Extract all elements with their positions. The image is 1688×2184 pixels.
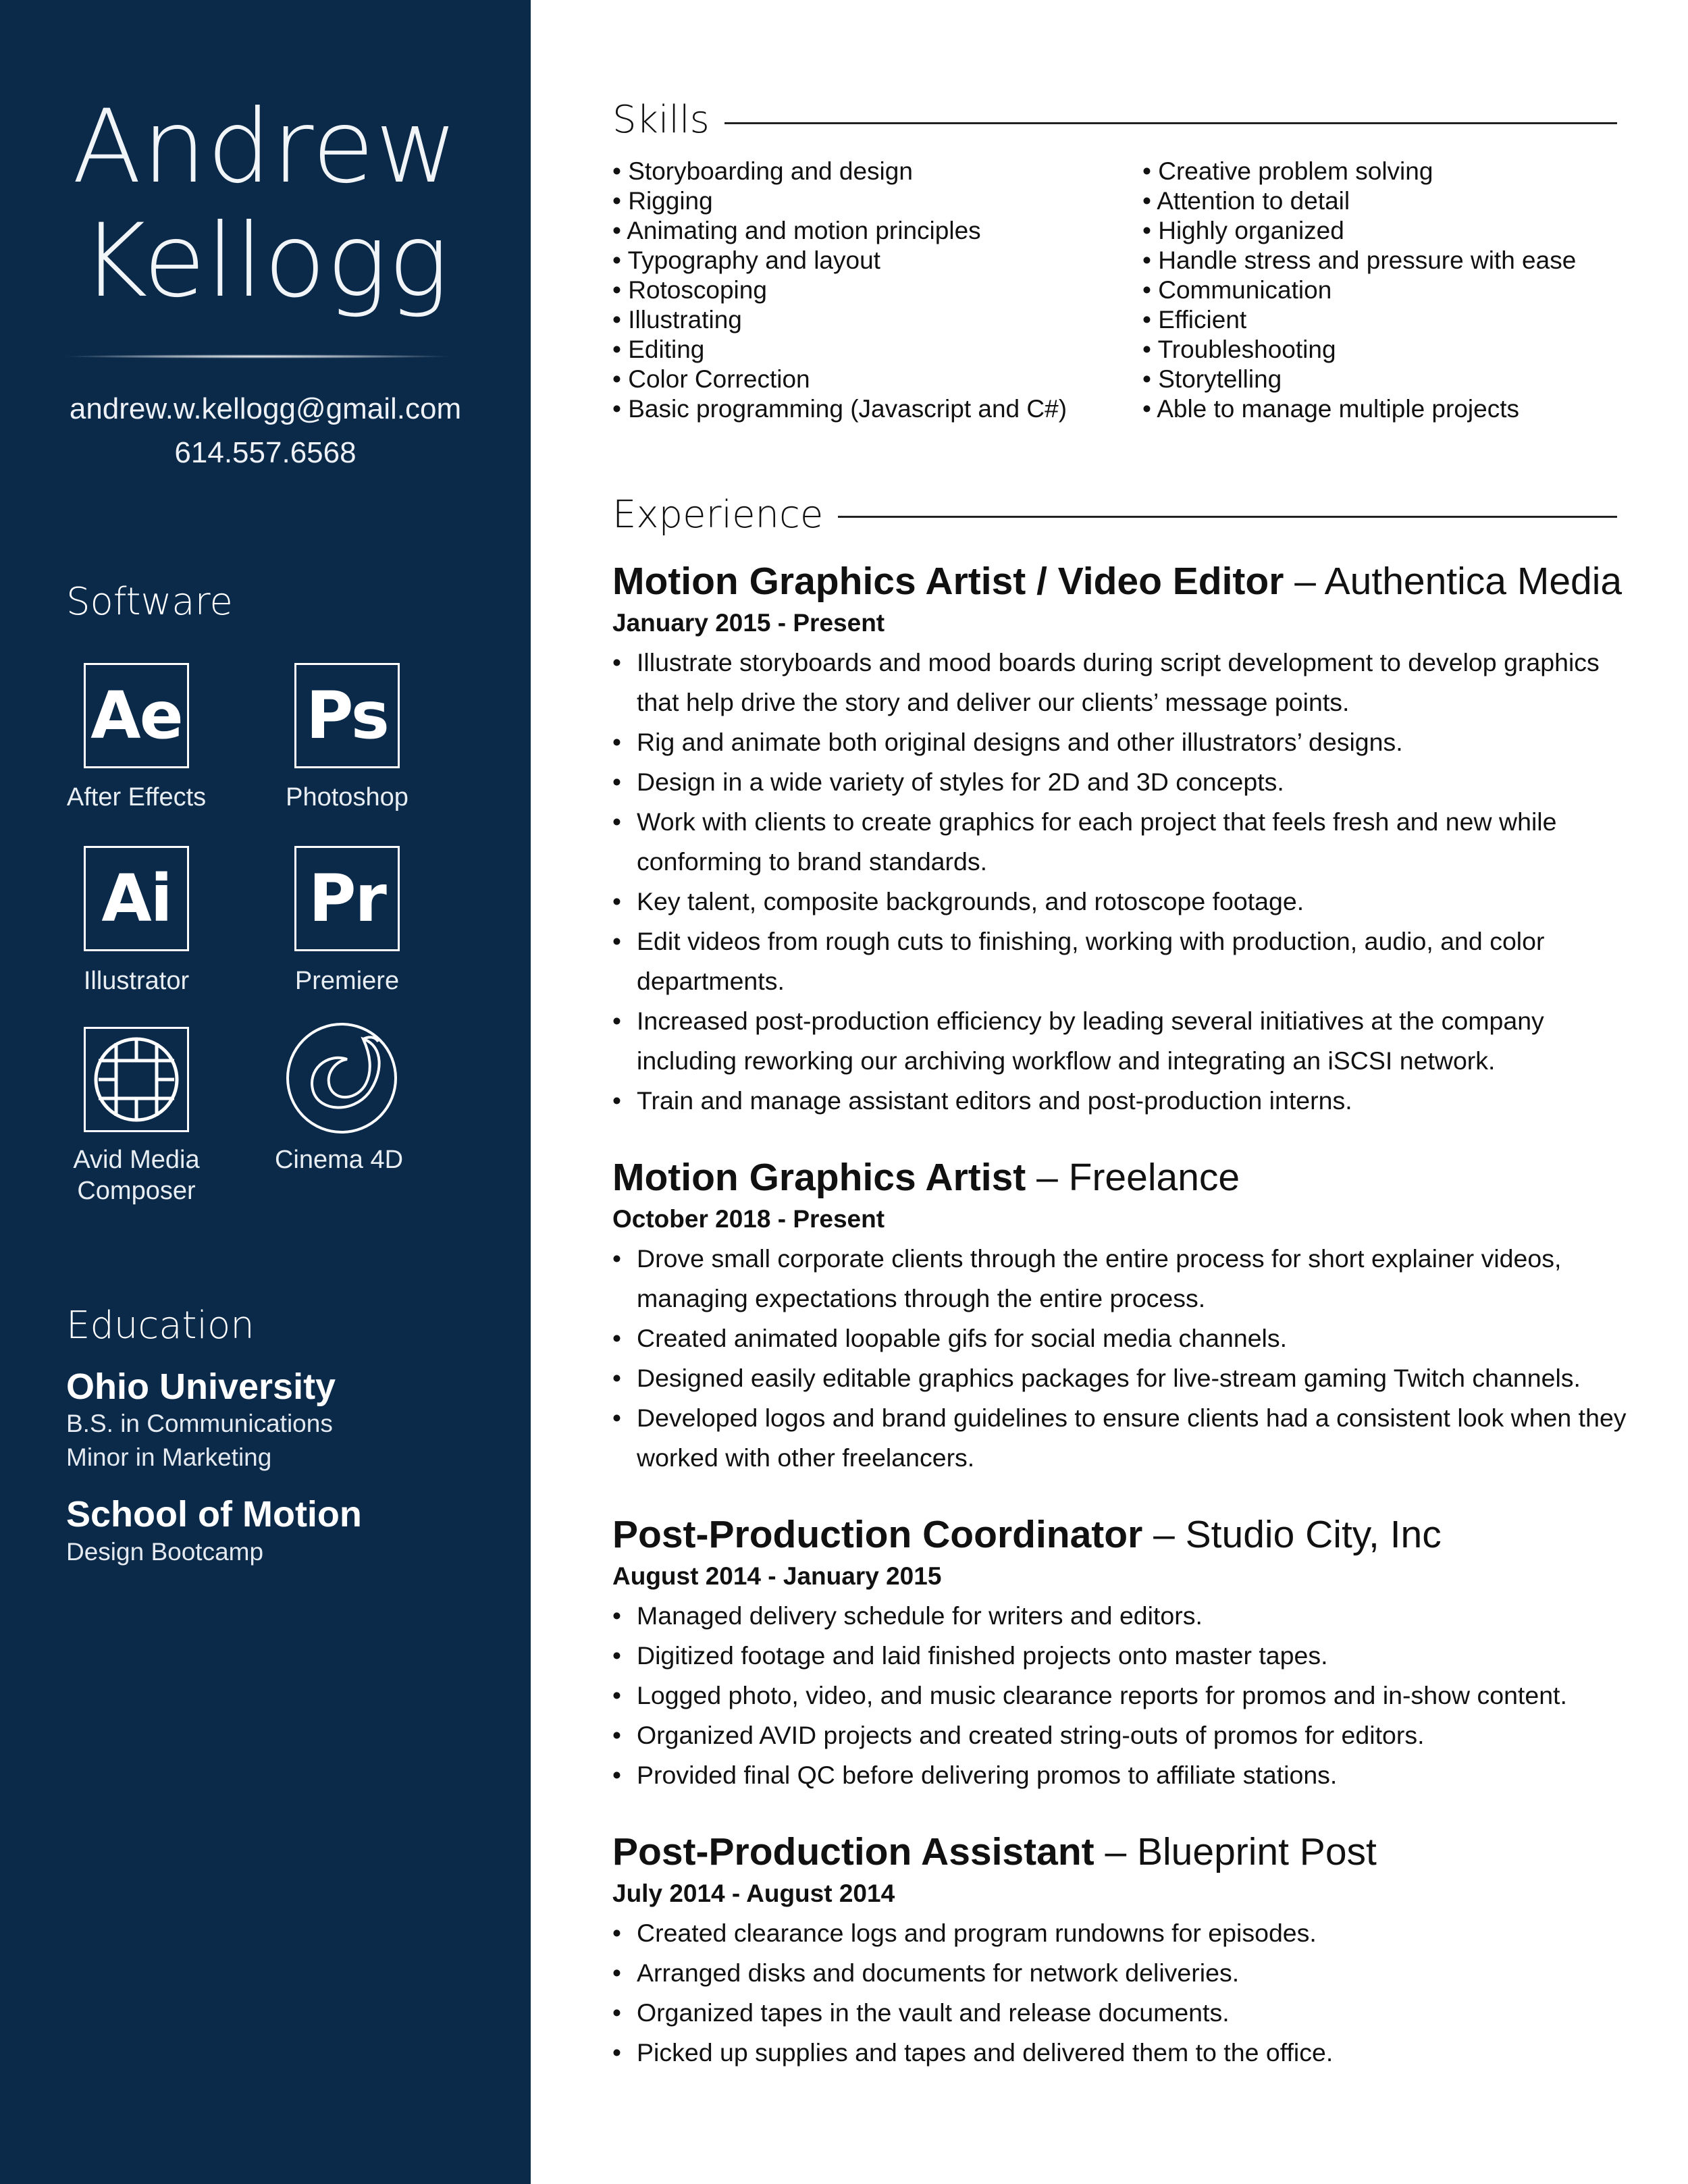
skills-rule <box>702 122 1617 124</box>
avid-media-composer-icon <box>84 1027 189 1132</box>
job-dates: October 2018 - Present <box>612 1205 885 1233</box>
job-bullet: • Organized AVID projects and created string-outs of promos for editors. <box>612 1715 1645 1755</box>
skill-item: • Rigging <box>612 187 713 215</box>
job-bullet: • Edit videos from rough cuts to finishing, working with production, audio, and color departments. <box>612 922 1645 1001</box>
skill-item: • Color Correction <box>612 365 810 393</box>
name-divider <box>62 354 454 358</box>
job-bullets <box>612 1239 1645 1478</box>
skill-item: • Handle stress and pressure with ease <box>1142 246 1577 274</box>
skills-left-column <box>612 157 1067 424</box>
job-bullet: • Increased post-production efficiency by leading several initiatives at the company including reworking our archiving workflow and integrating an iSCSI network. <box>612 1001 1645 1081</box>
cinema-4d-label: Cinema 4D <box>274 1146 404 1174</box>
skills-right-column <box>1142 157 1576 424</box>
job-title-line <box>612 1511 1645 1558</box>
skill-item: • Able to manage multiple projects <box>1142 395 1519 423</box>
phone[interactable]: 614.557.6568 <box>174 436 357 469</box>
sidebar <box>0 0 531 2184</box>
skill-item: • Communication <box>1142 276 1332 304</box>
job-bullet: • Created clearance logs and program rundowns for episodes. <box>612 1913 1645 1953</box>
email[interactable]: andrew.w.kellogg@gmail.com <box>69 392 462 425</box>
job-bullet: • Rig and animate both original designs and other illustrators’ designs. <box>612 722 1645 762</box>
job-bullet: • Illustrate storyboards and mood boards during script development to develop graphics that help drive the story and deliver our clients’ message points. <box>612 643 1645 722</box>
job-bullet: • Picked up supplies and tapes and delivered them to the office. <box>612 2033 1645 2073</box>
software-heading: Software <box>66 580 233 624</box>
job-bullet: • Key talent, composite backgrounds, and rotoscope footage. <box>612 882 1645 922</box>
job-title-line <box>612 1828 1645 1875</box>
job-bullet: • Digitized footage and laid finished projects onto master tapes. <box>612 1636 1645 1676</box>
skill-item: • Creative problem solving <box>1142 157 1433 185</box>
last-name: Kellogg <box>81 203 450 320</box>
skill-item: • Typography and layout <box>612 246 880 274</box>
job-company: – Freelance <box>1026 1156 1240 1199</box>
school-ohio-university: Ohio University <box>66 1366 336 1407</box>
job-bullet: • Design in a wide variety of styles for 2D and 3D concepts. <box>612 762 1645 802</box>
photoshop-label: Photoshop <box>286 783 408 811</box>
experience-rule <box>803 516 1617 518</box>
job-bullet: • Managed delivery schedule for writers and editors. <box>612 1596 1645 1636</box>
job-bullet: • Drove small corporate clients through the entire process for short explainer videos, managing expectations through the entire process. <box>612 1239 1645 1319</box>
job-title-line <box>612 558 1645 605</box>
illustrator-label: Illustrator <box>83 967 190 995</box>
photoshop-icon: Ps <box>294 663 400 768</box>
job-entry <box>612 1828 1645 2073</box>
job-entry <box>612 1154 1645 1478</box>
job-bullets <box>612 1596 1645 1795</box>
experience-heading: Experience <box>612 496 838 534</box>
job-bullets <box>612 1913 1645 2073</box>
job-company: – Blueprint Post <box>1094 1830 1377 1873</box>
job-title: Motion Graphics Artist / Video Editor <box>612 560 1284 603</box>
job-bullet: • Created animated loopable gifs for social media channels. <box>612 1319 1645 1358</box>
skill-item: • Troubleshooting <box>1142 336 1336 363</box>
skills-heading: Skills <box>612 101 724 139</box>
job-bullet: • Designed easily editable graphics packages for live-stream gaming Twitch channels. <box>612 1358 1645 1398</box>
job-title-line <box>612 1154 1645 1201</box>
avid-label-line2: Composer <box>77 1177 196 1205</box>
after-effects-label: After Effects <box>66 783 207 811</box>
school-detail: B.S. in Communications <box>66 1410 333 1437</box>
job-dates: July 2014 - August 2014 <box>612 1880 895 1907</box>
job-entry <box>612 558 1645 1121</box>
job-bullets <box>612 643 1645 1121</box>
school-detail: Design Bootcamp <box>66 1538 264 1566</box>
skill-item: • Highly organized <box>1142 217 1344 244</box>
after-effects-icon: Ae <box>84 663 189 768</box>
job-bullet: • Train and manage assistant editors and post-production interns. <box>612 1081 1645 1121</box>
skill-item: • Illustrating <box>612 306 742 334</box>
job-title: Motion Graphics Artist <box>612 1156 1026 1199</box>
avid-film-icon <box>89 1032 184 1127</box>
job-title: Post-Production Coordinator <box>612 1513 1143 1556</box>
job-bullet: • Organized tapes in the vault and release documents. <box>612 1993 1645 2033</box>
job-bullet: • Arranged disks and documents for network deliveries. <box>612 1953 1645 1993</box>
skill-item: • Basic programming (Javascript and C#) <box>612 395 1067 423</box>
job-dates: January 2015 - Present <box>612 609 885 637</box>
education-heading: Education <box>66 1304 255 1348</box>
job-bullet: • Logged photo, video, and music clearance reports for promos and in-show content. <box>612 1676 1645 1715</box>
job-dates: August 2014 - January 2015 <box>612 1562 942 1590</box>
cinema-4d-icon <box>282 1019 401 1138</box>
school-of-motion: School of Motion <box>66 1494 362 1535</box>
first-name: Andrew <box>72 88 459 206</box>
premiere-icon: Pr <box>294 846 400 951</box>
skill-item: • Attention to detail <box>1142 187 1350 215</box>
job-bullet: • Developed logos and brand guidelines to ensure clients had a consistent look when they worked with other freelancers. <box>612 1398 1645 1478</box>
illustrator-icon: Ai <box>84 846 189 951</box>
premiere-label: Premiere <box>294 967 400 995</box>
job-entry <box>612 1511 1645 1795</box>
job-title: Post-Production Assistant <box>612 1830 1094 1873</box>
job-company: – Studio City, Inc <box>1142 1513 1442 1556</box>
skill-item: • Rotoscoping <box>612 276 767 304</box>
skill-item: • Animating and motion principles <box>612 217 981 244</box>
avid-media-composer-label <box>25 1144 248 1206</box>
job-bullet: • Work with clients to create graphics for each project that feels fresh and new while conforming to brand standards. <box>612 802 1645 882</box>
skill-item: • Efficient <box>1142 306 1247 334</box>
skill-item: • Storytelling <box>1142 365 1282 393</box>
job-company: – Authentica Media <box>1284 560 1623 603</box>
skill-item: • Editing <box>612 336 705 363</box>
avid-label-line1: Avid Media <box>73 1146 200 1174</box>
job-bullet: • Provided final QC before delivering promos to affiliate stations. <box>612 1755 1645 1795</box>
skill-item: • Storyboarding and design <box>612 157 913 185</box>
school-detail: Minor in Marketing <box>66 1443 272 1471</box>
